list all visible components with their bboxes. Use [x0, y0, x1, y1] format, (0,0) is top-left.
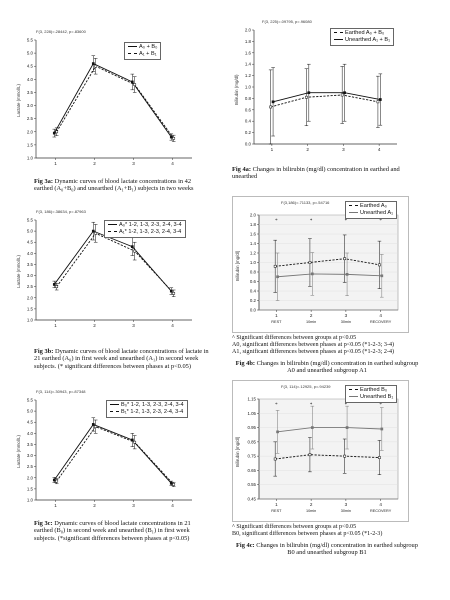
x-tick-label: 4 — [379, 502, 382, 507]
x-category-label: RECOVERY — [370, 320, 392, 324]
data-point — [56, 131, 58, 133]
y-tick-label: 1.6 — [249, 231, 256, 237]
y-tick-label: 3.0 — [26, 273, 33, 279]
data-point — [276, 276, 278, 278]
x-category-label: 30min — [340, 509, 352, 513]
series-line — [57, 427, 174, 485]
y-tick-label: 1.4 — [244, 61, 251, 67]
y-axis-label: Bilirubin (mg/dl) — [234, 74, 239, 105]
x-tick-label: 1 — [275, 313, 278, 318]
y-tick-label: 5.0 — [26, 408, 33, 414]
x-category-label: 10min — [305, 320, 317, 324]
legend-label: Earthed B₀ — [360, 387, 388, 393]
y-tick-label: 0.75 — [247, 453, 256, 459]
x-tick-label: 1 — [275, 502, 278, 507]
legend — [124, 42, 161, 60]
caption-fig4a: Fig 4a: Changes in bilirubin (mg/dl) concentration in earthed and unearthed — [232, 166, 400, 181]
y-tick-label: 4.5 — [26, 239, 33, 245]
legend-item — [349, 210, 393, 217]
data-point — [381, 428, 383, 430]
significance-marker: * — [275, 403, 278, 408]
y-tick-label: 4.0 — [26, 76, 33, 82]
x-tick-label: 4 — [171, 323, 174, 328]
data-point — [346, 426, 348, 428]
x-tick-label: 2 — [309, 502, 313, 507]
x-tick-label: 3 — [344, 313, 348, 318]
series-line — [54, 231, 171, 291]
fig3a-svg — [14, 26, 204, 174]
data-point — [95, 232, 97, 234]
y-tick-label: 1.0 — [244, 84, 251, 90]
note-fig4b-1: ^ Significant differences between groups at p<0.05 — [232, 335, 357, 341]
y-tick-label: 1.6 — [244, 50, 251, 56]
data-point — [344, 258, 346, 260]
data-point — [343, 92, 345, 94]
y-tick-label: 0.45 — [247, 496, 256, 502]
data-point — [270, 106, 272, 108]
legend-label: B₀* 1-2, 1-3, 2-3, 2-4, 3-4 — [121, 402, 184, 408]
y-tick-label: 2.0 — [26, 129, 33, 135]
y-tick-label: 1.15 — [247, 396, 256, 402]
x-tick-label: 3 — [132, 323, 135, 328]
chart-stat-title: F(3, 228)=.28442, p=.83600 — [36, 29, 86, 34]
y-tick-label: 4.5 — [26, 419, 33, 425]
y-axis-label: Bilirubin [mg/dl] — [235, 250, 240, 281]
data-point — [173, 137, 175, 139]
significance-marker: * — [275, 219, 278, 224]
legend-swatch — [110, 411, 119, 412]
legend — [104, 220, 186, 238]
y-tick-label: 0.2 — [244, 130, 251, 136]
x-tick-label: 3 — [342, 147, 345, 152]
y-tick-label: 2.0 — [26, 475, 33, 481]
chart-stat-title: F(3,186)=.71133, p=.54716 — [281, 200, 330, 205]
x-category-label: 10min — [305, 509, 317, 513]
significance-marker: * — [344, 219, 348, 224]
y-tick-label: 0.4 — [244, 118, 251, 124]
data-point — [92, 63, 94, 65]
data-point — [309, 261, 311, 263]
legend-item — [128, 44, 157, 51]
legend-swatch — [334, 32, 343, 33]
y-tick-label: 2.0 — [249, 212, 256, 218]
data-point — [276, 431, 278, 433]
x-tick-label: 2 — [93, 161, 96, 166]
legend-swatch — [128, 46, 137, 47]
x-category-label: REST — [271, 320, 282, 324]
legend-label: A₁ + B₁ — [139, 51, 157, 57]
data-point — [134, 83, 136, 85]
data-point — [170, 136, 172, 138]
legend-swatch — [349, 396, 358, 397]
y-tick-label: 0.65 — [247, 467, 256, 473]
x-tick-label: 3 — [132, 161, 135, 166]
y-tick-label: 3.5 — [26, 261, 33, 267]
y-tick-label: 1.4 — [249, 241, 256, 246]
y-axis-label: Lactate (mmol/L) — [16, 84, 21, 117]
data-point — [134, 441, 136, 443]
data-point — [341, 94, 343, 96]
x-category-label: 30min — [340, 320, 352, 324]
legend-item — [334, 30, 390, 37]
legend-swatch — [110, 404, 119, 405]
series-line — [57, 233, 174, 293]
note-fig4b-3: A1, significant differences between phases at p<0.05 (*1-2-3; 2-4) — [232, 349, 395, 355]
legend-swatch — [108, 224, 117, 225]
x-tick-label: 4 — [377, 147, 381, 152]
legend — [345, 201, 397, 219]
y-tick-label: 3.5 — [26, 89, 33, 95]
data-point — [53, 132, 55, 134]
axes — [254, 30, 397, 144]
data-point — [134, 250, 136, 252]
y-tick-label: 0.8 — [244, 95, 251, 101]
y-tick-label: 1.5 — [26, 486, 33, 492]
note-fig4b-2: A0, significant differences between phases at p<0.05 (*1-2-3; 3-4) — [232, 342, 395, 348]
chart-fig3c — [14, 386, 204, 516]
y-tick-label: 5.5 — [26, 217, 33, 223]
y-tick-label: 0.0 — [249, 307, 256, 313]
data-point — [131, 246, 133, 248]
data-point — [377, 101, 379, 103]
data-point — [309, 454, 311, 456]
chart-fig3a — [14, 26, 204, 174]
data-point — [92, 423, 94, 425]
y-tick-label: 3.5 — [26, 441, 33, 447]
y-tick-label: 0.4 — [249, 288, 256, 294]
significance-marker: * — [309, 219, 313, 224]
y-tick-label: 1.0 — [26, 155, 33, 161]
legend-label: Unearthed A₁ — [360, 210, 393, 216]
y-tick-label: 1.5 — [26, 306, 33, 312]
chart-fig4b — [232, 196, 409, 333]
y-tick-label: 1.0 — [249, 260, 256, 265]
y-tick-label: 3.0 — [26, 103, 33, 109]
y-tick-label: 1.0 — [26, 497, 33, 503]
legend — [330, 28, 394, 46]
legend-swatch — [349, 205, 358, 206]
data-point — [173, 292, 175, 294]
legend-label: A₀ + B₀ — [139, 44, 158, 50]
y-tick-label: 5.5 — [26, 397, 33, 403]
note-fig4c-2: B0, significant differences between phases at p<0.05 (*1-2-3) — [232, 531, 383, 537]
axes — [36, 40, 192, 158]
x-tick-label: 2 — [309, 313, 313, 318]
data-point — [378, 456, 380, 458]
y-tick-label: 1.05 — [247, 410, 256, 416]
caption-fig3a: Fig 3a: Dynamic curves of blood lactate concentrations in 42 earthed (A₀+B₀) and unearthed (A₁+B₁) subjects in two weeks — [34, 178, 194, 193]
legend-item — [110, 409, 184, 416]
data-point — [378, 264, 380, 266]
chart-stat-title: F(3, 186)=.38634, p=.87963 — [36, 209, 86, 214]
series-line — [54, 424, 171, 483]
caption-fig3c: Fig 3c: Dynamic curves of blood lactate concentrations in 21 earthed (B₀) in second week and unearthed (B₁) in first week subjects. (*significant differences between phases at p<0.05) — [34, 520, 191, 542]
y-tick-label: 0.85 — [247, 439, 256, 445]
y-tick-label: 2.5 — [26, 464, 33, 470]
y-tick-label: 3.0 — [26, 453, 33, 459]
legend — [106, 400, 188, 418]
legend-item — [110, 402, 184, 409]
legend-item — [108, 229, 182, 236]
series-line — [273, 93, 380, 102]
chart-fig3b — [14, 206, 204, 336]
x-tick-label: 2 — [306, 147, 309, 152]
legend — [345, 385, 397, 403]
y-tick-label: 0.95 — [247, 425, 256, 431]
y-axis-label: Lactate (mmol/L) — [16, 255, 21, 288]
data-point — [95, 65, 97, 67]
y-tick-label: 1.0 — [26, 317, 33, 323]
data-point — [56, 286, 58, 288]
y-tick-label: 4.5 — [26, 63, 33, 69]
data-point — [92, 230, 94, 232]
y-tick-label: 0.0 — [244, 141, 251, 147]
data-point — [308, 92, 310, 94]
data-point — [311, 273, 313, 275]
chart-stat-title: F(3, 114)=.12925, p=.94239 — [281, 384, 331, 389]
legend-item — [128, 51, 157, 58]
legend-swatch — [108, 231, 117, 232]
data-point — [272, 101, 274, 103]
y-tick-label: 0.6 — [244, 107, 251, 113]
x-tick-label: 2 — [93, 323, 96, 328]
data-point — [305, 96, 307, 98]
caption-fig4c: Fig 4c: Changes in bilirubin (mg/dl) concentration in earthed subgroup B0 and unearthed subgroup B1 — [236, 542, 418, 557]
y-tick-label: 1.2 — [249, 250, 256, 256]
data-point — [311, 426, 313, 428]
x-tick-label: 1 — [54, 503, 57, 508]
legend-label: Unearthed B₁ — [360, 394, 394, 400]
legend-label: A₀* 1-2, 1-3, 2-3, 2-4, 3-4 — [119, 222, 182, 228]
x-tick-label: 4 — [171, 503, 174, 508]
legend-label: Earthed A₀ + B₀ — [345, 30, 385, 36]
caption-fig4b: Fig 4b: Changes in bilirubin (mg/dl) concentration in earthed subgroup A0 and unearthed subgroup A1 — [235, 360, 419, 375]
chart-fig4c — [232, 380, 409, 522]
x-tick-label: 3 — [344, 502, 348, 507]
legend-label: Unearthed A₁ + B₁ — [345, 37, 390, 43]
plot-area — [259, 399, 398, 499]
data-point — [173, 483, 175, 485]
y-tick-label: 0.55 — [247, 482, 256, 488]
significance-marker: * — [379, 219, 382, 224]
y-axis-label: Bilirubin [mg/dl] — [235, 436, 240, 467]
data-point — [53, 479, 55, 481]
data-point — [95, 426, 97, 428]
legend-label: Earthed A₀ — [360, 203, 387, 209]
y-tick-label: 5.0 — [26, 50, 33, 56]
data-point — [274, 458, 276, 460]
y-tick-label: 5.5 — [26, 37, 33, 43]
y-tick-label: 4.0 — [26, 250, 33, 256]
data-point — [379, 98, 381, 100]
y-axis-label: Lactate (mmol/L) — [16, 435, 21, 468]
significance-marker: * — [344, 403, 348, 408]
y-tick-label: 1.5 — [26, 142, 33, 148]
caption-fig3b: Fig 3b: Dynamic curves of blood lactate concentrations of lactate in 21 earthed (A₀) in first week and unearthed (A₁) in second week subjects. (* significant differences between phases at p<0.05) — [34, 348, 209, 370]
y-tick-label: 2.0 — [244, 27, 251, 33]
legend-item — [108, 222, 182, 229]
y-tick-label: 0.6 — [249, 279, 256, 284]
data-point — [274, 265, 276, 267]
significance-marker: * — [309, 403, 313, 408]
legend-item — [334, 37, 390, 44]
series-line — [271, 95, 378, 107]
x-tick-label: 1 — [54, 161, 57, 166]
y-tick-label: 2.0 — [26, 295, 33, 301]
legend-label: A₁* 1-2, 1-3, 2-3, 2-4, 3-4 — [119, 229, 182, 235]
x-tick-label: 1 — [270, 147, 274, 152]
chart-fig4a — [232, 16, 407, 158]
x-tick-label: 3 — [132, 503, 135, 508]
x-tick-label: 1 — [54, 323, 57, 328]
y-tick-label: 0.2 — [249, 298, 256, 303]
x-tick-label: 2 — [93, 503, 96, 508]
data-point — [381, 275, 383, 277]
y-tick-label: 1.8 — [249, 222, 256, 227]
legend-item — [349, 387, 393, 394]
legend-swatch — [349, 389, 358, 390]
x-tick-label: 4 — [379, 313, 382, 318]
y-tick-label: 1.8 — [244, 38, 251, 44]
legend-swatch — [334, 39, 343, 40]
x-tick-label: 4 — [171, 161, 174, 166]
y-tick-label: 2.5 — [26, 116, 33, 122]
y-tick-label: 2.5 — [26, 284, 33, 290]
series-line — [57, 66, 174, 138]
y-tick-label: 5.0 — [26, 228, 33, 234]
legend-swatch — [349, 212, 358, 213]
y-tick-label: 0.8 — [249, 269, 256, 275]
legend-swatch — [128, 53, 137, 54]
data-point — [346, 273, 348, 275]
legend-item — [349, 203, 393, 210]
legend-item — [349, 394, 393, 401]
data-point — [344, 455, 346, 457]
significance-marker: * — [379, 403, 382, 408]
chart-stat-title: F(3, 114)=.30943, p=.87348 — [36, 389, 86, 394]
data-point — [56, 480, 58, 482]
x-category-label: REST — [271, 509, 282, 513]
chart-stat-title: F(3, 225)=.09795, p=.96080 — [262, 19, 312, 24]
y-tick-label: 4.0 — [26, 430, 33, 436]
note-fig4c-1: ^ Significant differences between groups at p<0.05 — [232, 524, 357, 530]
y-tick-label: 1.2 — [244, 73, 251, 79]
legend-label: B₁* 1-2, 1-3, 2-3, 2-4, 3-4 — [121, 409, 184, 415]
data-point — [53, 283, 55, 285]
x-category-label: RECOVERY — [370, 509, 392, 513]
